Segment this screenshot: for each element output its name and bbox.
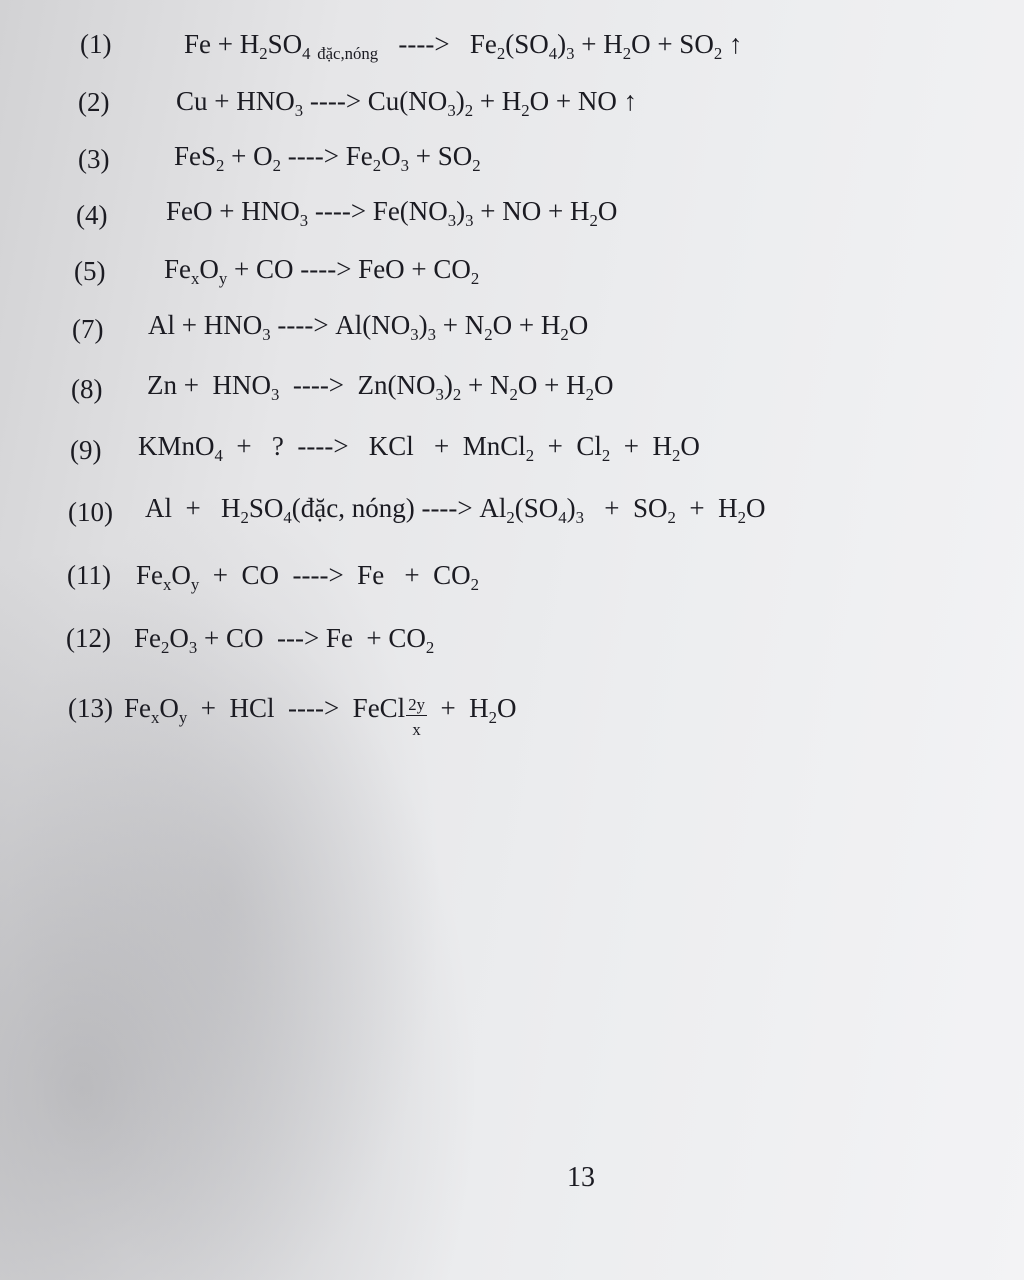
formula-text: O [199,254,219,284]
subscript: 2 [452,384,462,404]
formula-text: ----> Al(NO [270,310,411,340]
formula-text: Cu + HNO [176,86,295,116]
formula-text: ----> Zn(NO [279,370,436,400]
formula-text: Fe [469,29,497,59]
formula-text: ) [456,196,466,226]
subscript: 4 [558,507,567,527]
equation-label: (4) [76,200,108,230]
formula-text: ) [455,86,465,116]
formula-text: Al + H [145,493,241,523]
formula-text: ----> Fe [281,141,373,171]
formula-text: + Cl [534,431,602,461]
formula-text: + N [436,310,485,340]
formula-text: ----> Fe(NO [308,196,448,226]
subscript: 2 [484,324,493,344]
formula-text: ----> Cu(NO [303,86,448,116]
formula-text: ) [418,310,428,340]
equation-3 [174,141,481,175]
subscript: 2 [496,43,506,63]
equation-9 [138,431,700,465]
subscript: y [218,268,228,288]
formula-text: O [159,693,179,723]
subscript: 2 [585,384,594,404]
formula-text: + O [224,141,273,171]
formula-text: + H [426,693,489,723]
subscript: 2 [506,507,515,527]
subscript: 2 [509,384,518,404]
formula-text: + CO ---> Fe + CO [197,623,426,653]
formula-text: Al + HNO [148,310,263,340]
formula-text: + N [461,370,510,400]
equation-12 [134,623,435,657]
formula-text: Fe [164,254,191,284]
formula-text: O [680,431,700,461]
formula-text: (SO [505,29,549,59]
equation-13 [124,695,517,739]
subscript: 2 [161,637,170,657]
subscript: 2 [601,445,611,465]
subscript: 4 [283,507,292,527]
equation-10 [145,493,766,527]
subscript: 2 [667,507,676,527]
subscript: x [151,707,160,727]
equation-label: (13) [68,693,113,723]
subscript: 3 [447,210,457,230]
equation-1: $Fe + H_2SO_4$ $_{đặc,nóng}$ ----> $Fe_2(SO_4)_3 + H_2O + SO_2$ ↑ [184,29,743,63]
subscript: 3 [262,324,271,344]
subscript: 2 [622,43,632,63]
formula-text: O [746,493,766,523]
formula-text: FeS [174,141,217,171]
subscript: x [191,268,200,288]
formula-text: + SO [408,141,473,171]
formula-text: Fe [124,693,151,723]
equation-label: (1) [80,29,112,59]
equation-label: (12) [66,623,111,653]
subscript: 3 [270,384,280,404]
formula-text: ) [443,370,453,400]
subscript: 2 [472,155,481,175]
subscript: 2 [470,268,480,288]
formula-text: O + H [492,310,561,340]
subscript: 3 [427,324,437,344]
formula-text: ↑ [722,29,743,59]
formula-text: Zn + HNO [147,370,271,400]
subscript: 2 [713,43,723,63]
equation-2 [176,86,638,120]
subscript: 3 [188,637,198,657]
formula-text: + ? ----> KCl + MnCl [222,431,526,461]
formula-text: + NO + H [473,196,590,226]
subscript: 4 [214,445,223,465]
subscript: 2 [589,210,598,230]
formula-text: + H [574,29,623,59]
subscript: 3 [575,507,585,527]
formula-text: + SO [584,493,668,523]
formula-text: O [568,310,589,340]
formula-text: O [597,196,618,226]
subscript: y [178,707,188,727]
formula-text: O + NO ↑ [529,86,638,116]
equation-label: (11) [67,560,111,590]
formula-text: Fe [136,560,163,590]
condition-text: đặc,nóng [317,43,379,63]
subscript: 3 [465,210,474,230]
subscript: 2 [521,100,530,120]
subscript: 3 [400,155,409,175]
equation-8 [147,370,614,404]
formula-text: + HCl ----> FeCl [187,693,406,723]
formula-text: O [497,693,517,723]
formula-text: O [381,141,401,171]
subscript: 2 [216,155,225,175]
formula-text: O [594,370,614,400]
subscript: x [163,574,172,594]
equation-label: (7) [72,314,104,344]
subscript: y [190,574,200,594]
subscript: 2 [488,707,498,727]
formula-text: + H [610,431,673,461]
subscript: 2 [672,445,681,465]
formula-text: ) [566,493,576,523]
formula-text: (đặc, nóng) ----> Al [291,493,507,523]
formula-text: Fe [134,623,161,653]
equation-label: (9) [70,435,102,465]
formula-text: KMnO [138,431,215,461]
subscript: 2 [425,637,435,657]
formula-text: O [169,623,189,653]
equation-label: (2) [78,87,110,117]
subscript: 3 [447,100,456,120]
formula-text: FeO + HNO [166,196,300,226]
equation-label: (5) [74,256,106,286]
formula-text: + H [473,86,522,116]
formula-text: SO [248,493,284,523]
subscript: 2 [737,507,747,527]
subscript: 2 [525,445,535,465]
equation-5 [164,254,480,288]
subscript: 3 [410,324,419,344]
formula-text: (SO [514,493,559,523]
equation-label: (3) [78,144,110,174]
formula-text: O + SO [631,29,714,59]
subscript: 2 [272,155,282,175]
equation-11 [136,560,480,594]
formula-text: O [171,560,191,590]
formula-text: + CO ----> Fe + CO [199,560,471,590]
subscript: 2 [560,324,569,344]
subscript: 3 [435,384,444,404]
page-number: 13 [567,1162,595,1193]
equation-label: (8) [71,374,103,404]
equation-7 [148,310,589,344]
formula-text: ) [557,29,567,59]
formula-text: O + H [517,370,586,400]
fraction: $\frac{2y}{x}$ [408,694,425,740]
formula-text: + CO ----> FeO + CO [227,254,471,284]
subscript: 2 [372,155,382,175]
equation-label: (10) [68,497,113,527]
subscript: 2 [470,574,480,594]
subscript: 2 [240,507,249,527]
subscript: 4 [548,43,558,63]
subscript: 3 [299,210,309,230]
formula-text: + H [675,493,738,523]
subscript: 3 [294,100,304,120]
subscript: 2 [464,100,474,120]
equation-4 [166,196,618,230]
subscript: 3 [566,43,575,63]
